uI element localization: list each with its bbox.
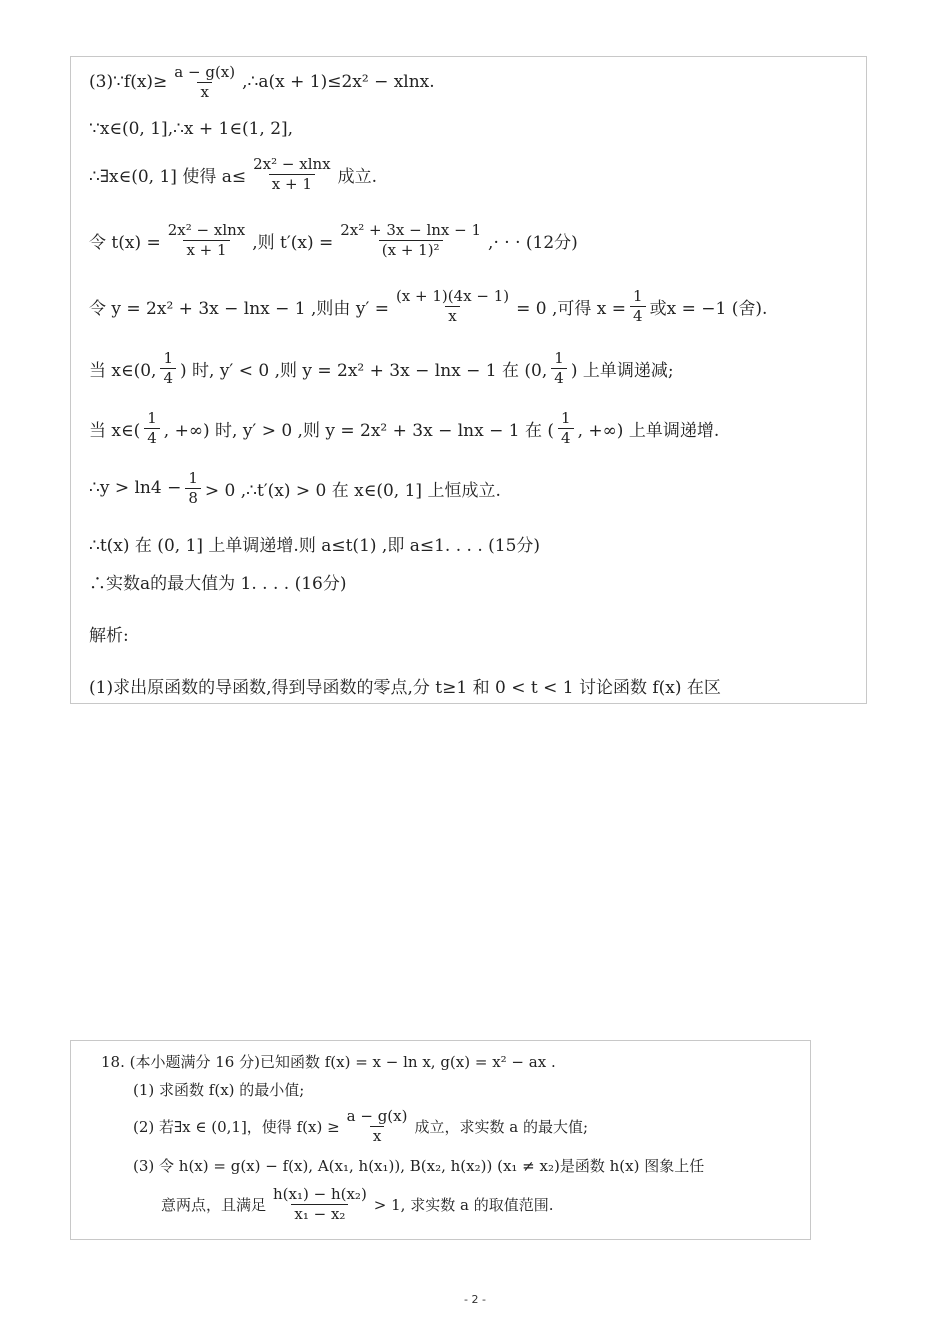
denominator: x bbox=[197, 82, 211, 102]
solution-box bbox=[70, 56, 867, 704]
numerator: 1 bbox=[163, 349, 173, 367]
denominator: 4 bbox=[558, 428, 574, 448]
text: ,则 t′(x) = bbox=[252, 232, 334, 253]
denominator: 4 bbox=[551, 368, 567, 388]
solution-line-10: ∴实数a的最大值为 1. . . . (16分) bbox=[89, 574, 347, 594]
text: ∴∃x∈(0, 1] 使得 a≤ bbox=[89, 166, 247, 187]
solution-line-5 bbox=[89, 287, 767, 326]
text: 成立，求实数 a 的最大值; bbox=[414, 1117, 589, 1136]
numerator: 2x² − xlnx bbox=[167, 221, 246, 239]
denominator: 4 bbox=[160, 368, 176, 388]
solution-line-3 bbox=[89, 155, 377, 194]
denominator: x + 1 bbox=[183, 240, 229, 260]
fraction bbox=[393, 287, 512, 326]
text: 令 y = 2x² + 3x − lnx − 1 ,则由 y′ = bbox=[89, 298, 389, 319]
numerator: 1 bbox=[188, 469, 198, 487]
text: > 0 ,∴t′(x) > 0 在 x∈(0, 1] 上恒成立. bbox=[204, 480, 501, 501]
text: 意两点，且满足 bbox=[161, 1195, 267, 1214]
text: 令 t(x) = bbox=[89, 232, 161, 253]
text: 或x = −1 (舍). bbox=[649, 298, 768, 319]
fraction bbox=[337, 221, 484, 260]
fraction bbox=[165, 221, 249, 260]
denominator: x + 1 bbox=[269, 174, 315, 194]
denominator: 4 bbox=[144, 428, 160, 448]
numerator: a − g(x) bbox=[174, 63, 236, 81]
text: , +∞) 上单调递增. bbox=[577, 420, 720, 441]
solution-line-2: ∵x∈(0, 1],∴x + 1∈(1, 2], bbox=[89, 119, 294, 139]
fraction bbox=[185, 469, 201, 508]
denominator: x₁ − x₂ bbox=[291, 1204, 348, 1224]
solution-line-6 bbox=[89, 349, 674, 388]
fraction bbox=[160, 349, 176, 388]
text: , +∞) 时, y′ > 0 ,则 y = 2x² + 3x − lnx − 1 在 ( bbox=[163, 420, 555, 441]
analysis-heading: 解析: bbox=[89, 626, 129, 646]
solution-line-12: (1)求出原函数的导函数,得到导函数的零点,分 t≥1 和 0 < t < 1 讨论函数 f(x) 在区 bbox=[89, 678, 721, 698]
numerator: 1 bbox=[554, 349, 564, 367]
solution-line-7 bbox=[89, 409, 719, 448]
text: ,· · · (12分) bbox=[488, 232, 578, 253]
text: 当 x∈(0, bbox=[89, 360, 157, 381]
fraction bbox=[344, 1107, 411, 1146]
numerator: 2x² − xlnx bbox=[253, 155, 331, 173]
text: = 0 ,可得 x = bbox=[516, 298, 627, 319]
numerator: 2x² + 3x − lnx − 1 bbox=[340, 221, 482, 239]
problem-part-3: (3) 令 h(x) = g(x) − f(x), A(x₁, h(x₁)), B(x₂, h(x₂)) (x₁ ≠ x₂)是函数 h(x) 图象上任 bbox=[133, 1157, 705, 1175]
fraction bbox=[171, 63, 238, 102]
text: 成立. bbox=[337, 166, 378, 187]
fraction bbox=[144, 409, 160, 448]
denominator: (x + 1)² bbox=[379, 240, 443, 260]
problem-title: 18. (本小题满分 16 分)已知函数 f(x) = x − ln x, g(x) = x² − ax . bbox=[101, 1053, 556, 1071]
problem-part-3-cont bbox=[161, 1185, 553, 1224]
solution-line-4 bbox=[89, 221, 578, 260]
numerator: (x + 1)(4x − 1) bbox=[395, 287, 510, 305]
fraction bbox=[551, 349, 567, 388]
page-number: - 2 - bbox=[464, 1293, 486, 1306]
numerator: 1 bbox=[561, 409, 571, 427]
problem-part-1: (1) 求函数 f(x) 的最小值; bbox=[133, 1081, 305, 1099]
fraction bbox=[558, 409, 574, 448]
denominator: x bbox=[370, 1126, 384, 1146]
solution-line-9: ∴t(x) 在 (0, 1] 上单调递增.则 a≤t(1) ,即 a≤1. . . . (15分) bbox=[89, 536, 541, 556]
numerator: 1 bbox=[147, 409, 157, 427]
problem-box bbox=[70, 1040, 811, 1240]
denominator: x bbox=[445, 306, 459, 326]
text: 当 x∈( bbox=[89, 420, 141, 441]
text: (3)∵f(x)≥ bbox=[89, 72, 168, 93]
fraction bbox=[630, 287, 646, 326]
fraction bbox=[250, 155, 334, 194]
text: ∴y > ln4 − bbox=[89, 478, 182, 499]
numerator: h(x₁) − h(x₂) bbox=[273, 1185, 367, 1203]
denominator: 4 bbox=[630, 306, 646, 326]
solution-line-1 bbox=[89, 63, 435, 102]
numerator: 1 bbox=[633, 287, 643, 305]
problem-part-2 bbox=[133, 1107, 588, 1146]
numerator: a − g(x) bbox=[346, 1107, 408, 1125]
text: > 1, 求实数 a 的取值范围. bbox=[373, 1195, 554, 1214]
solution-line-8 bbox=[89, 469, 501, 508]
text: ) 上单调递减; bbox=[570, 360, 674, 381]
text: ,∴a(x + 1)≤2x² − xlnx. bbox=[242, 72, 435, 93]
text: ) 时, y′ < 0 ,则 y = 2x² + 3x − lnx − 1 在 (0, bbox=[179, 360, 548, 381]
text: (2) 若∃x ∈ (0,1]，使得 f(x) ≥ bbox=[133, 1117, 340, 1136]
denominator: 8 bbox=[185, 488, 201, 508]
fraction bbox=[270, 1185, 370, 1224]
